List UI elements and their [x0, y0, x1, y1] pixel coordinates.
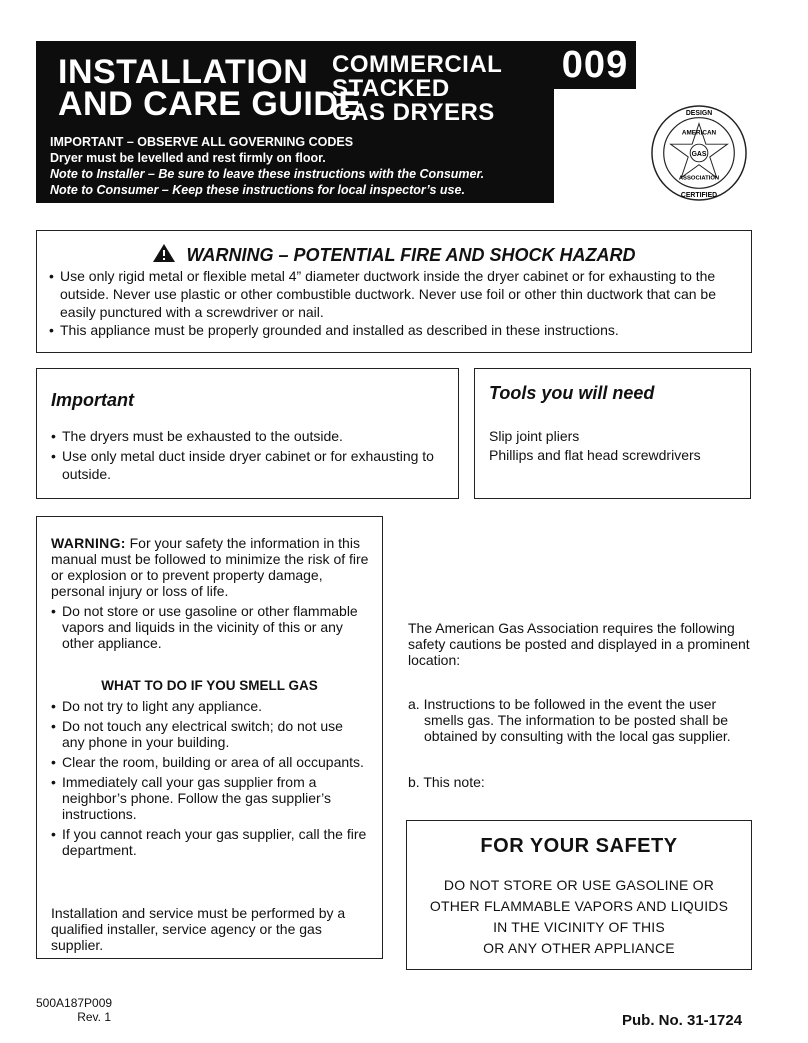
important-box	[36, 368, 459, 499]
guide-title-line1: INSTALLATION	[58, 53, 309, 91]
safety-first-list	[51, 603, 369, 651]
important-heading: Important	[51, 390, 134, 410]
aga-item-b: b. This note:	[408, 774, 485, 790]
part-number	[36, 996, 111, 1024]
list-item: • Immediately call your gas supplier from a neighbor’s phone. Follow the gas supplier’s instructions.	[51, 774, 369, 822]
safety-warning-paragraph	[51, 535, 373, 599]
product-subtitle-line3: GAS DRYERS	[332, 99, 495, 126]
list-item: • This appliance must be properly grounded and installed as described in these instructions.	[49, 321, 739, 339]
part-number-text: 500A187P009	[36, 996, 113, 1010]
list-item: • Use only rigid metal or flexible metal 4” diameter ductwork inside the dryer cabinet or for exhausting to the outside. Never use plastic or other combustible ductwork. Never use foil or other thin ductwork that can be easily punctured with a screwdriver or nail.	[49, 267, 739, 321]
list-item: • Clear the room, building or area of all occupants.	[51, 754, 369, 770]
list-item: • Use only metal duct inside dryer cabinet or for exhausting to outside.	[51, 447, 441, 483]
seal-ring-top-text: AMERICAN	[681, 129, 717, 137]
safety-footer-text: Installation and service must be performed by a qualified installer, service agency or the gas supplier.	[51, 905, 346, 953]
seal-center-text: GAS	[691, 150, 707, 158]
header-note-level: Dryer must be levelled and rest firmly on floor.	[50, 151, 326, 165]
list-item: • Do not touch any electrical switch; do not use any phone in your building.	[51, 718, 369, 750]
seal-bottom-text: CERTIFIED	[680, 192, 718, 200]
header-note-consumer: Note to Consumer – Keep these instructions for local inspector’s use.	[50, 183, 465, 197]
safety-warning-label: WARNING:	[51, 535, 126, 551]
smell-gas-list	[51, 698, 369, 858]
header-note-installer: Note to Installer – Be sure to leave these instructions with the Consumer.	[50, 167, 485, 181]
list-item: • Do not store or use gasoline or other flammable vapors and liquids in the vicinity of this or any other appliance.	[51, 603, 369, 651]
safety-note-line: OR ANY OTHER APPLIANCE	[483, 940, 675, 956]
publication-number: Pub. No. 31-1724	[622, 1012, 743, 1029]
warning-title: WARNING – POTENTIAL FIRE AND SHOCK HAZARD	[186, 245, 636, 265]
smell-gas-heading: WHAT TO DO IF YOU SMELL GAS	[101, 678, 318, 693]
warning-list	[49, 267, 739, 339]
list-item: • The dryers must be exhausted to the outside.	[51, 427, 441, 445]
model-code: 009	[554, 41, 636, 89]
for-your-safety-heading: FOR YOUR SAFETY	[480, 835, 678, 857]
guide-title-line2: AND CARE GUIDE	[58, 85, 362, 123]
tools-heading: Tools you will need	[489, 383, 655, 403]
gas-safety-box	[36, 516, 383, 959]
seal-ring-bottom-text: ASSOCIATION	[678, 175, 720, 182]
safety-note-line: IN THE VICINITY OF THIS	[493, 919, 665, 935]
tools-box	[474, 368, 751, 499]
seal-top-text: DESIGN	[685, 109, 713, 117]
warning-triangle-icon	[152, 243, 176, 263]
important-list	[51, 427, 441, 483]
safety-note-line: DO NOT STORE OR USE GASOLINE OR	[443, 877, 715, 893]
list-item: Phillips and flat head screwdrivers	[489, 447, 701, 463]
aga-intro-text: The American Gas Association requires the following safety cautions be posted and displayed in a prominent location:	[408, 620, 750, 668]
header-note-codes: IMPORTANT – OBSERVE ALL GOVERNING CODES	[50, 135, 354, 149]
aga-item-a: a. Instructions to be followed in the event the user smells gas. The information to be posted shall be obtained by consulting with the local gas supplier.	[408, 696, 731, 744]
tools-list	[489, 427, 701, 465]
safety-note-line: OTHER FLAMMABLE VAPORS AND LIQUIDS	[429, 898, 729, 914]
fire-shock-warning-box	[36, 230, 752, 353]
product-subtitle-line2: STACKED	[332, 75, 450, 102]
aga-certified-seal-icon	[650, 104, 748, 202]
for-your-safety-box	[406, 820, 752, 970]
list-item: Slip joint pliers	[489, 428, 580, 444]
list-item: • If you cannot reach your gas supplier, call the fire department.	[51, 826, 369, 858]
revision-text: Rev. 1	[77, 1010, 111, 1024]
header-banner	[36, 41, 554, 203]
list-item: • Do not try to light any appliance.	[51, 698, 369, 714]
safety-warning-text: For your safety the information in this manual must be followed to minimize the risk of fire or explosion or to prevent property damage, personal injury or loss of life.	[51, 535, 369, 599]
product-subtitle-line1: COMMERCIAL	[332, 51, 503, 78]
